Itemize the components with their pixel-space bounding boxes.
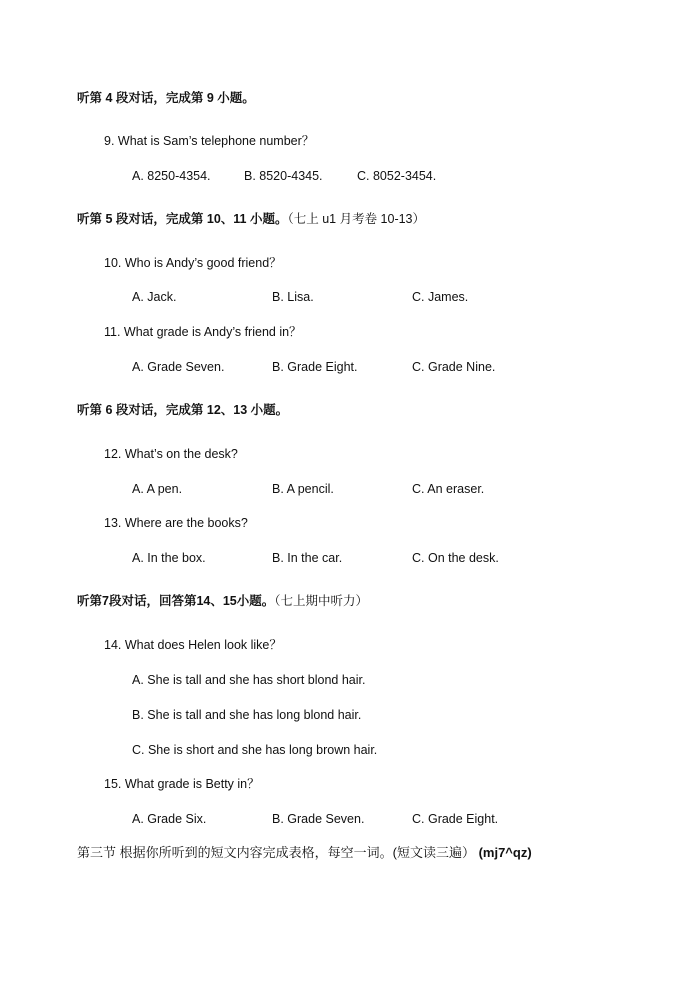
q14-option-a: A. She is tall and she has short blond hair.	[132, 673, 366, 687]
question-9: 9. What is Sam’s telephone number？	[104, 134, 315, 148]
section-3-text: 第三节 根据你所听到的短文内容完成表格，每空一词。(短文读三遍）	[77, 845, 475, 860]
section-3-instruction	[77, 845, 532, 861]
q9-option-c: C. 8052-3454.	[357, 169, 437, 183]
q12-option-b: B. A pencil.	[272, 482, 334, 496]
q13-option-a: A. In the box.	[132, 551, 206, 565]
heading-part-4: 听第 4 段对话，完成第 9 小题。	[77, 91, 255, 105]
heading-part-7-note: （七上期中听力）	[274, 594, 369, 608]
heading-part-5-note: （七上 u1 月考卷 10-13）	[287, 212, 426, 226]
q13-option-c: C. On the desk.	[412, 551, 499, 565]
q9-option-a: A. 8250-4354.	[132, 169, 211, 183]
question-10: 10. Who is Andy’s good friend？	[104, 256, 282, 270]
question-14: 14. What does Helen look like？	[104, 638, 282, 652]
question-13: 13. Where are the books?	[104, 516, 248, 530]
question-12: 12. What’s on the desk?	[104, 447, 238, 461]
q11-option-a: A. Grade Seven.	[132, 360, 225, 374]
q15-option-b: B. Grade Seven.	[272, 812, 365, 826]
q15-option-a: A. Grade Six.	[132, 812, 207, 826]
section-3-code: (mj7^qz)	[478, 845, 532, 860]
question-11: 11. What grade is Andy’s friend in？	[104, 325, 302, 339]
q9-option-b: B. 8520-4345.	[244, 169, 323, 183]
q14-option-c: C. She is short and she has long brown hair.	[132, 743, 378, 757]
q10-option-a: A. Jack.	[132, 290, 177, 304]
q12-option-c: C. An eraser.	[412, 482, 485, 496]
q12-option-a: A. A pen.	[132, 482, 183, 496]
q11-option-c: C. Grade Nine.	[412, 360, 496, 374]
heading-part-7-text: 听第7段对话，回答第14、15小题。	[77, 594, 275, 608]
q15-option-c: C. Grade Eight.	[412, 812, 499, 826]
q10-option-b: B. Lisa.	[272, 290, 314, 304]
q14-option-b: B. She is tall and she has long blond hair.	[132, 708, 362, 722]
heading-part-5-text: 听第 5 段对话，完成第 10、11 小题。	[77, 212, 288, 226]
heading-part-7	[77, 593, 368, 609]
heading-part-6: 听第 6 段对话，完成第 12、13 小题。	[77, 403, 289, 417]
q10-option-c: C. James.	[412, 290, 469, 304]
q13-option-b: B. In the car.	[272, 551, 343, 565]
heading-part-5	[77, 211, 425, 227]
question-15: 15. What grade is Betty in？	[104, 777, 260, 791]
q11-option-b: B. Grade Eight.	[272, 360, 358, 374]
